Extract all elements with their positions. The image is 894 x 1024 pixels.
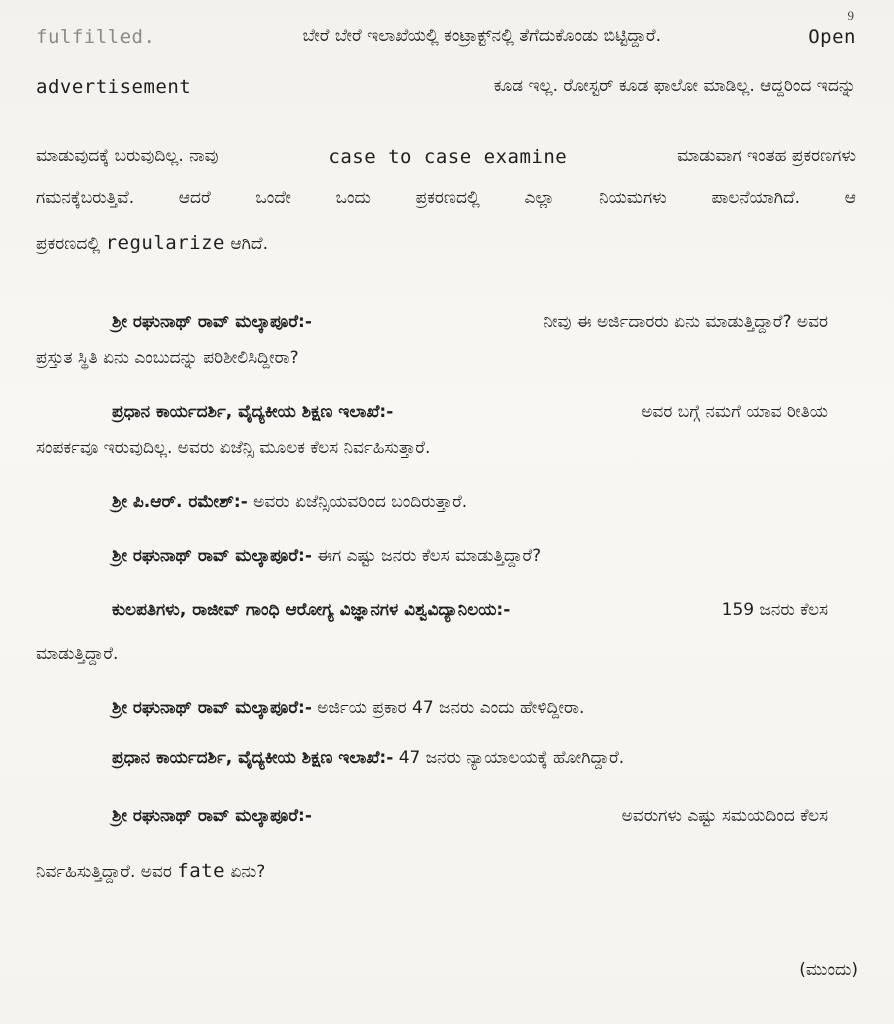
- paragraph-line-5: [36, 232, 268, 255]
- line-4-text: ಗಮನಕ್ಕೆಬರುತ್ತಿವೆ. ಆದರೆ ಒಂದೇ ಒಂದು ಪ್ರಕರಣದಲ್ಲಿ ಎಲ್ಲಾ ನಿಯಮಗಳು ಪಾಲನೆಯಾಗಿದೆ. ಆ: [36, 188, 856, 208]
- speaker-name: ಶ್ರೀ ರಘುನಾಥ್ ರಾವ್ ಮಲ್ಕಾಪೂರೆ:-: [112, 546, 312, 566]
- speech-text: ಅವರ ಬಗ್ಗೆ ನಮಗೆ ಯಾವ ರೀತಿಯ: [641, 402, 828, 422]
- speech-text-continued-a: ನಿರ್ವಹಿಸುತ್ತಿದ್ದಾರೆ. ಅವರ: [36, 862, 172, 882]
- speech-text: ಅರ್ಜಿಯ ಪ್ರಕಾರ 47 ಜನರು ಎಂದು ಹೇಳಿದ್ದೀರಾ.: [317, 698, 585, 718]
- speech-text: 159 ಜನರು ಕೆಲಸ: [721, 600, 828, 620]
- speech-text: ಅವರುಗಳು ಎಷ್ಟು ಸಮಯದಿಂದ ಕೆಲಸ: [621, 806, 828, 826]
- fate-word: fate: [177, 860, 226, 882]
- line-3-text-b: ಮಾಡುವಾಗ ಇಂತಹ ಪ್ರಕರಣಗಳು: [677, 146, 856, 166]
- exchange-1-line-1: [112, 312, 828, 332]
- speaker-name: ಶ್ರೀ ರಘುನಾಥ್ ರಾವ್ ಮಲ್ಕಾಪೂರೆ:-: [112, 806, 312, 826]
- exchange-5-line-2: [36, 644, 118, 664]
- paragraph-line-3: [36, 146, 856, 169]
- speech-text-continued: ಸಂಪರ್ಕವೂ ಇರುವುದಿಲ್ಲ. ಅವರು ಏಜೆನ್ಸಿ ಮೂಲಕ ಕೆಲಸ ನಿರ್ವಹಿಸುತ್ತಾರೆ.: [36, 438, 431, 458]
- line-5-text-b: ಆಗಿದೆ.: [230, 234, 268, 254]
- speech-text: ಈಗ ಎಷ್ಟು ಜನರು ಕೆಲಸ ಮಾಡುತ್ತಿದ್ದಾರೆ?: [317, 546, 542, 566]
- line-1-text: ಬೇರೆ ಬೇರೆ ಇಲಾಖೆಯಲ್ಲಿ ಕಂಟ್ರಾಕ್ಟ್‌ನಲ್ಲಿ ತೆಗೆದುಕೊಂಡು ಬಿಟ್ಟಿದ್ದಾರೆ.: [302, 26, 661, 46]
- exchange-5-line-1: [112, 600, 828, 620]
- exchange-8-line-2: [36, 860, 265, 883]
- page-number: 9: [847, 8, 854, 23]
- speaker-name: ಶ್ರೀ ರಘುನಾಥ್ ರಾವ್ ಮಲ್ಕಾಪೂರೆ:-: [112, 312, 312, 332]
- exchange-6-line-1: [112, 698, 584, 718]
- case-to-case-phrase: case to case examine: [328, 146, 568, 168]
- exchange-8-line-1: [112, 806, 828, 826]
- exchange-3-line-1: [112, 492, 467, 512]
- line-2-text: ಕೂಡ ಇಲ್ಲ. ರೋಸ್ಟರ್ ಕೂಡ ಫಾಲೋ ಮಾಡಿಲ್ಲ. ಆದ್ದರಿಂದ ಇದನ್ನು: [493, 76, 856, 96]
- continued-marker: (ಮುಂದು): [799, 960, 858, 980]
- line-3-text-a: ಮಾಡುವುದಕ್ಕೆ ಬರುವುದಿಲ್ಲ. ನಾವು: [36, 146, 219, 166]
- speaker-name: ಶ್ರೀ ರಘುನಾಥ್ ರಾವ್ ಮಲ್ಕಾಪೂರೆ:-: [112, 698, 312, 718]
- exchange-4-line-1: [112, 546, 541, 566]
- speech-text: 47 ಜನರು ನ್ಯಾಯಾಲಯಕ್ಕೆ ಹೋಗಿದ್ದಾರೆ.: [398, 748, 625, 768]
- speech-text-continued-b: ಏನು?: [230, 862, 266, 882]
- speaker-name: ಶ್ರೀ ಪಿ.ಆರ್. ರಮೇಶ್:-: [112, 492, 248, 512]
- exchange-2-line-1: [112, 402, 828, 422]
- paragraph-line-2: [36, 76, 856, 99]
- speech-text: ನೀವು ಈ ಅರ್ಜಿದಾರರು ಏನು ಮಾಡುತ್ತಿದ್ದಾರೆ? ಅವರ: [543, 312, 828, 332]
- open-word: Open: [808, 26, 856, 48]
- speaker-name: ಪ್ರಧಾನ ಕಾರ್ಯದರ್ಶಿ, ವೈದ್ಯಕೀಯ ಶಿಕ್ಷಣ ಇಲಾಖೆ:-: [112, 402, 394, 422]
- fulfilled-word: fulfilled.: [36, 26, 156, 48]
- paragraph-line-4: [36, 188, 856, 208]
- advertisement-word: advertisement: [36, 76, 192, 98]
- line-5-text-a: ಪ್ರಕರಣದಲ್ಲಿ: [36, 234, 101, 254]
- paragraph-line-1: [36, 26, 856, 49]
- speech-text: ಅವರು ಏಜೆನ್ಸಿಯವರಿಂದ ಬಂದಿರುತ್ತಾರೆ.: [253, 492, 468, 512]
- speech-text-continued: ಪ್ರಸ್ತುತ ಸ್ಥಿತಿ ಏನು ಎಂಬುದನ್ನು ಪರಿಶೀಲಿಸಿದ್ದೀರಾ?: [36, 348, 299, 368]
- exchange-2-line-2: [36, 438, 430, 458]
- exchange-1-line-2: [36, 348, 299, 368]
- speech-text-continued: ಮಾಡುತ್ತಿದ್ದಾರೆ.: [36, 644, 119, 664]
- speaker-name: ಕುಲಪತಿಗಳು, ರಾಜೀವ್ ಗಾಂಧಿ ಆರೋಗ್ಯ ವಿಜ್ಞಾನಗಳ ವಿಶ್ವವಿದ್ಯಾನಿಲಯ:-: [112, 600, 511, 620]
- exchange-7-line-1: [112, 748, 624, 768]
- regularize-word: regularize: [105, 232, 225, 254]
- speaker-name: ಪ್ರಧಾನ ಕಾರ್ಯದರ್ಶಿ, ವೈದ್ಯಕೀಯ ಶಿಕ್ಷಣ ಇಲಾಖೆ:-: [112, 748, 394, 768]
